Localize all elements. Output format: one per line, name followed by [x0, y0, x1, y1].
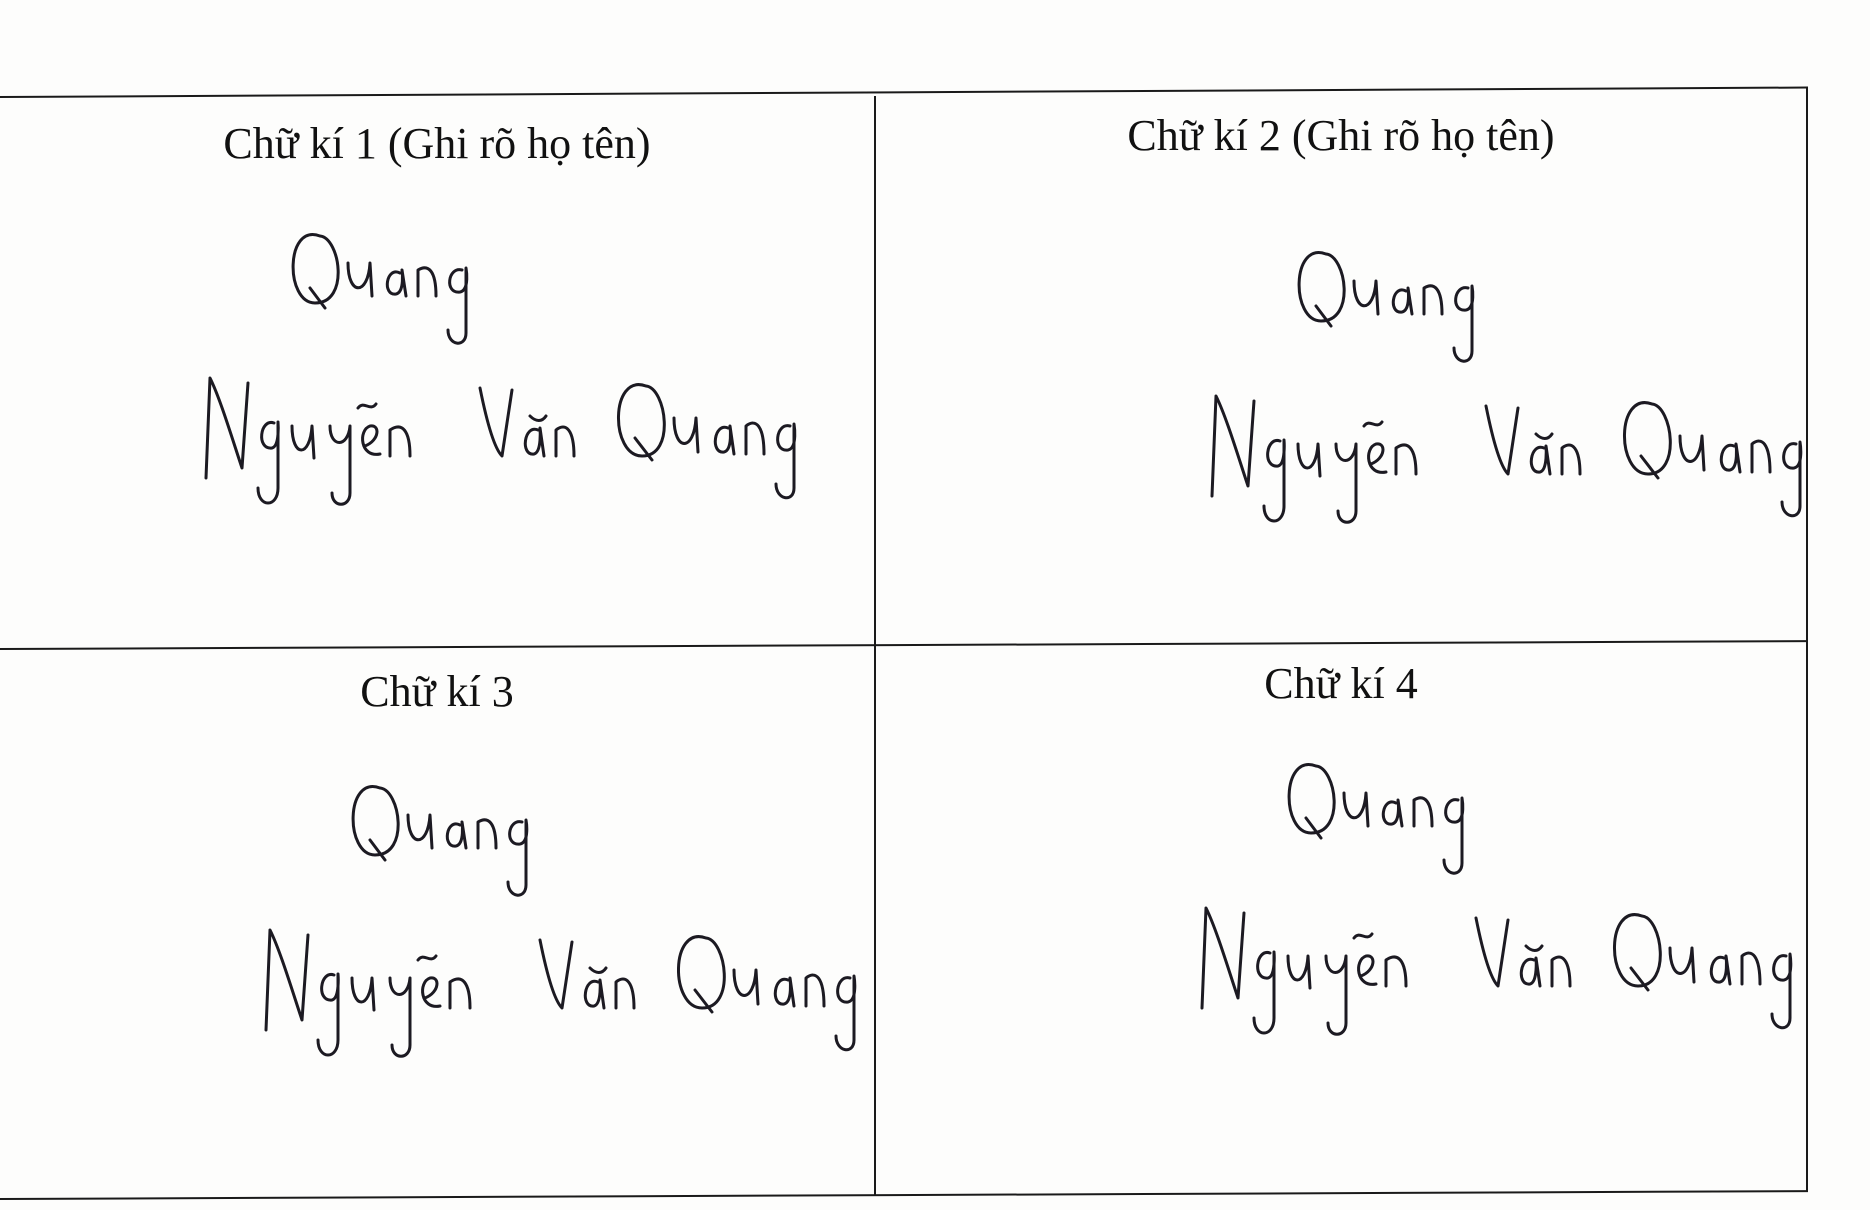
signature-2-handwriting [1196, 226, 1796, 526]
signature-cell-2 [876, 96, 1806, 648]
signature-cell-1 [0, 98, 874, 648]
signature-cell-3 [0, 650, 874, 1198]
signature-cell-2-label: Chữ kí 2 (Ghi rõ họ tên) [1127, 111, 1555, 160]
signature-1-handwriting [190, 208, 790, 508]
signature-4-handwriting [1186, 738, 1786, 1038]
signature-cell-4 [876, 648, 1806, 1196]
signature-cell-1-label: Chữ kí 1 (Ghi rõ họ tên) [223, 119, 651, 168]
signature-3-handwriting [250, 760, 850, 1060]
signature-cell-4-label: Chữ kí 4 [1264, 659, 1418, 708]
signature-cell-3-label: Chữ kí 3 [360, 667, 514, 716]
